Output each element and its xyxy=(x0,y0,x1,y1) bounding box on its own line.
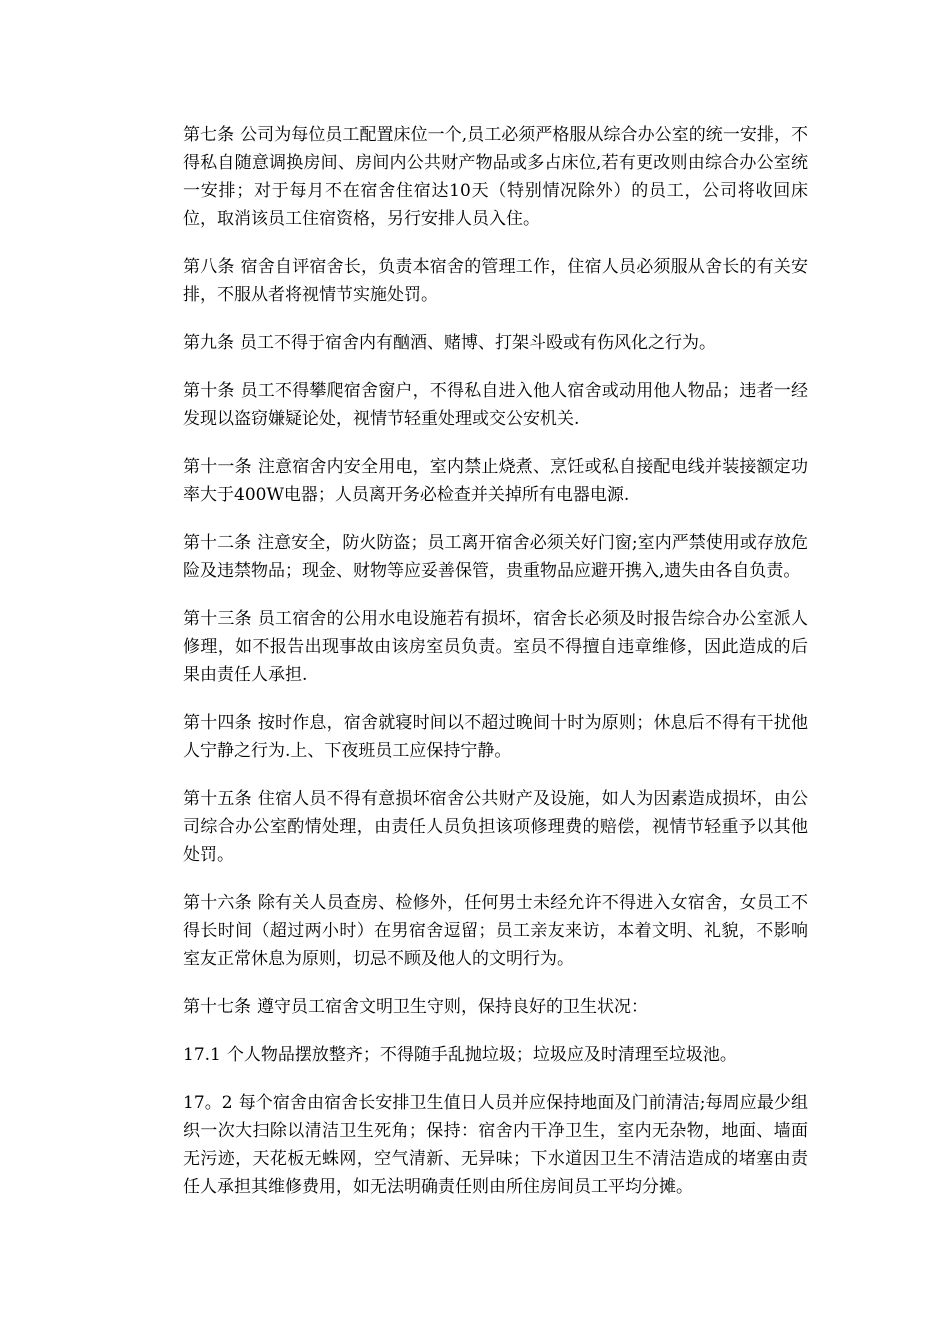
document-body xyxy=(183,121,808,1221)
article-9 xyxy=(183,329,808,357)
article-7 xyxy=(183,121,808,233)
article-number: 第十二条 xyxy=(183,533,252,553)
article-text: 按时作息，宿舍就寝时间以不超过晚间十时为原则；休息后不得有干扰他人宁静之行为.上、下夜班员工应保持宁静。 xyxy=(183,713,809,761)
article-12 xyxy=(183,529,808,585)
article-number: 第十一条 xyxy=(183,457,252,477)
article-16 xyxy=(183,889,808,973)
article-14 xyxy=(183,709,808,765)
article-text: 遵守员工宿舍文明卫生守则，保持良好的卫生状况： xyxy=(257,997,648,1017)
article-17 xyxy=(183,993,808,1021)
article-text: 住宿人员不得有意损坏宿舍公共财产及设施，如人为因素造成损坏，由公司综合办公室酌情处理，由责任人员负担该项修理费的赔偿，视情节轻重予以其他处罚。 xyxy=(183,789,809,865)
article-text: 员工不得攀爬宿舍窗户，不得私自进入他人宿舍或动用他人物品；违者一经发现以盗窃嫌疑论处，视情节轻重处理或交公安机关. xyxy=(183,381,809,429)
clause-number: 17.1 xyxy=(183,1045,221,1065)
clause-text: 每个宿舍由宿舍长安排卫生值日人员并应保持地面及门前清洁;每周应最少组织一次大扫除以清洁卫生死角；保持：宿舍内干净卫生，室内无杂物，地面、墙面无污迹，天花板无蛛网，空气清新、无异味；下水道因卫生不清洁造成的堵塞由责任人承担其维修费用，如无法明确责任则由所住房间员工平均分摊。 xyxy=(183,1093,808,1197)
article-text: 注意安全，防火防盗；员工离开宿舍必须关好门窗;室内严禁使用或存放危险及违禁物品；现金、财物等应妥善保管，贵重物品应避开携入,遗失由各自负责。 xyxy=(183,533,808,581)
article-text: 公司为每位员工配置床位一个,员工必须严格服从综合办公室的统一安排，不得私自随意调换房间、房间内公共财产物品或多占床位,若有更改则由综合办公室统一安排；对于每月不在宿舍住宿达10天（特别情况除外）的员工，公司将收回床位，取消该员工住宿资格，另行安排人员入住。 xyxy=(183,125,809,229)
clause-17-1 xyxy=(183,1041,808,1069)
article-number: 第十三条 xyxy=(183,609,252,629)
article-text: 员工不得于宿舍内有酗酒、赌博、打架斗殴或有伤风化之行为。 xyxy=(240,333,716,353)
article-8 xyxy=(183,253,808,309)
clause-text: 个人物品摆放整齐；不得随手乱抛垃圾；垃圾应及时清理至垃圾池。 xyxy=(226,1045,737,1065)
article-number: 第九条 xyxy=(183,333,234,353)
article-number: 第八条 xyxy=(183,257,235,277)
article-text: 注意宿舍内安全用电，室内禁止烧煮、烹饪或私自接配电线并装接额定功率大于400W电器；人员离开务必检查并关掉所有电器电源. xyxy=(183,457,809,505)
article-number: 第七条 xyxy=(183,125,235,145)
article-number: 第十四条 xyxy=(183,713,252,733)
article-text: 宿舍自评宿舍长，负责本宿舍的管理工作，住宿人员必须服从舍长的有关安排，不服从者将视情节实施处罚。 xyxy=(183,257,809,305)
article-11 xyxy=(183,453,808,509)
article-number: 第十七条 xyxy=(183,997,251,1017)
article-text: 除有关人员查房、检修外，任何男士未经允许不得进入女宿舍，女员工不得长时间（超过两小时）在男宿舍逗留；员工亲友来访，本着文明、礼貌，不影响室友正常休息为原则，切忌不顾及他人的文明行为。 xyxy=(183,893,809,969)
article-13 xyxy=(183,605,808,689)
clause-number: 17。2 xyxy=(183,1093,233,1113)
article-number: 第十六条 xyxy=(183,893,252,913)
clause-17-2 xyxy=(183,1089,808,1201)
article-number: 第十条 xyxy=(183,381,235,401)
article-15 xyxy=(183,785,808,869)
article-10 xyxy=(183,377,808,433)
article-text: 员工宿舍的公用水电设施若有损坏，宿舍长必须及时报告综合办公室派人修理，如不报告出现事故由该房室员负责。室员不得擅自违章维修，因此造成的后果由责任人承担. xyxy=(183,609,809,685)
article-number: 第十五条 xyxy=(183,789,252,809)
